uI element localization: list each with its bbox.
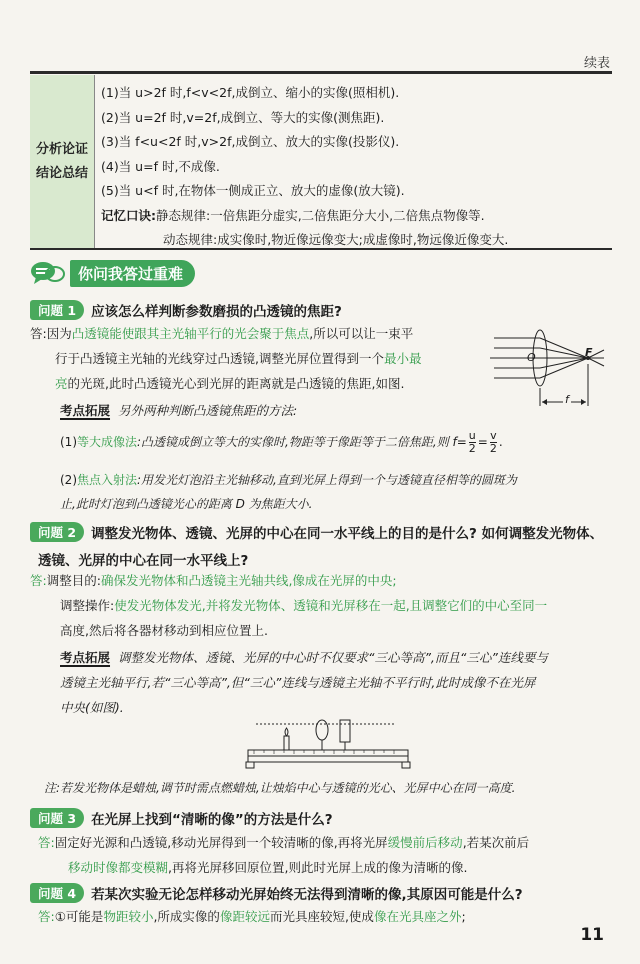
question-3-text: 在光屏上找到“清晰的像”的方法是什么? xyxy=(91,812,333,828)
method-1-text: :凸透镜成倒立等大的实像时,物距等于像距等于二倍焦距,则 f= xyxy=(137,435,467,449)
question-2-tag: 问题 2 xyxy=(30,522,84,542)
summary-row-1: (1)当 u>2f 时,f<v<2f,成倒立、缩小的实像(照相机). xyxy=(101,85,400,100)
summary-row-2: (2)当 u=2f 时,v=2f,成倒立、等大的实像(测焦距). xyxy=(101,109,385,125)
summary-row-5: (5)当 u<f 时,在物体一侧成正立、放大的虚像(放大镜). xyxy=(101,183,405,198)
answer-1-highlight-c: 亮 xyxy=(55,376,68,391)
answer-1 xyxy=(30,321,490,423)
optical-bench-diagram xyxy=(244,714,412,770)
answer-1-line-1 xyxy=(30,321,490,346)
answer-1-text-b: ,所以可以让一束平 xyxy=(309,326,414,341)
answer-2-extension-3: 中央(如图). xyxy=(60,700,124,715)
answer-prefix: 答: xyxy=(38,835,55,850)
method-2-line-2: 止,此时灯泡到凸透镜光心的距离 D 为焦距大小. xyxy=(60,497,313,511)
fraction-u-over-2 xyxy=(469,430,476,455)
answer-prefix: 答: xyxy=(38,909,55,924)
answer-2-extension-1 xyxy=(30,645,620,670)
mnemonic-label: 记忆口诀: xyxy=(101,207,156,223)
focus-label: F xyxy=(585,346,593,359)
answer-1-highlight-a: 凸透镜能使跟其主光轴平行的光会聚于焦点 xyxy=(71,326,310,341)
frac-num: v xyxy=(490,429,497,442)
extension-text: 另外两种判断凸透镜焦距的方法: xyxy=(117,403,298,418)
answer-1-text-c: 行于凸透镜主光轴的光线穿过凸透镜,调整光屏位置得到一个 xyxy=(55,351,384,366)
extension-label: 考点拓展 xyxy=(60,403,111,418)
section-header xyxy=(30,258,195,288)
question-2-text-1: 调整发光物体、透镜、光屏的中心在同一水平线上的目的是什么? 如何调整发光物体、 xyxy=(91,526,604,542)
question-3 xyxy=(30,808,333,828)
method-1-name: 等大成像法 xyxy=(77,435,138,449)
answer-prefix: 答: xyxy=(30,326,47,341)
fraction-v-over-2 xyxy=(490,430,497,455)
question-1 xyxy=(30,300,342,320)
summary-row-4: (4)当 u=f 时,不成像. xyxy=(101,158,220,174)
lens-center-label: O xyxy=(527,351,536,364)
answer-2-operation-1 xyxy=(30,593,620,618)
answer-1-text-a: 因为 xyxy=(46,326,72,341)
question-4-tag: 问题 4 xyxy=(30,883,84,903)
summary-label-cell xyxy=(30,75,95,248)
method-2-label: (2) xyxy=(60,473,77,487)
answer-1-highlight-b: 最小最 xyxy=(383,351,422,366)
purpose-text: 确保发光物体和凸透镜主光轴共线,像成在光屏的中央; xyxy=(100,573,397,588)
question-1-tag: 问题 1 xyxy=(30,300,84,320)
extension-text-1: 调整发光物体、透镜、光屏的中心时不仅要求“三心等高”,而且“三心”连线要与 xyxy=(117,650,548,665)
focal-length-label: f xyxy=(565,393,569,406)
answer-1-text-d: 的光斑,此时凸透镜光心到光屏的距离就是凸透镜的焦距,如图. xyxy=(67,376,405,391)
mnemonic-static: 静态规律:一倍焦距分虚实,二倍焦距分大小,二倍焦点物像等. xyxy=(156,207,485,223)
extension-label: 考点拓展 xyxy=(60,650,111,665)
question-2 xyxy=(30,522,603,542)
frac-den: 2 xyxy=(489,442,497,455)
operation-text-1: 使发光物体发光,并将发光物体、透镜和光屏移在一起,且调整它们的中心至同一 xyxy=(114,598,548,613)
chat-bubbles-icon xyxy=(30,260,66,286)
answer-2-extension-2: 透镜主光轴平行,若“三心等高”,但“三心”连线与透镜主光轴不平行时,此时成像不在光屏 xyxy=(60,675,536,690)
page-number: 11 xyxy=(580,925,604,945)
continued-label: 续表 xyxy=(583,56,610,71)
question-2-text-2: 透镜、光屏的中心在同一水平线上? xyxy=(38,553,249,569)
method-1-label: (1) xyxy=(60,435,77,449)
purpose-label: 调整目的: xyxy=(46,573,101,588)
answer-1-line-2 xyxy=(30,346,490,371)
summary-content xyxy=(95,75,612,248)
question-1-text: 应该怎么样判断参数磨损的凸透镜的焦距? xyxy=(91,304,342,320)
answer-3-text-a: 固定好光源和凸透镜,移动光屏得到一个较清晰的像,再将光屏 xyxy=(54,835,388,850)
answer-3-line-2 xyxy=(38,855,628,880)
method-1 xyxy=(60,430,503,455)
summary-label-line2: 结论总结 xyxy=(35,165,88,181)
frac-den: 2 xyxy=(468,442,476,455)
answer-prefix: 答: xyxy=(30,573,47,588)
question-4 xyxy=(30,883,523,903)
answer-3-highlight-b: 移动时像都变模糊 xyxy=(68,860,169,875)
note-2: 注:若发光物体是蜡烛,调节时需点燃蜡烛,让烛焰中心与透镜的光心、光屏中心在同一高度. xyxy=(44,781,516,795)
equals-sign: = xyxy=(477,435,488,449)
method-2-name: 焦点入射法 xyxy=(77,473,138,487)
answer-4-text-b: ,所成实像的 xyxy=(153,909,220,924)
method-2 xyxy=(60,468,620,516)
table-top-rule xyxy=(30,71,612,74)
summary-row-3: (3)当 f<u<2f 时,v>2f,成倒立、放大的实像(投影仪). xyxy=(101,134,400,149)
answer-3-line-1 xyxy=(38,830,628,855)
summary-table xyxy=(30,75,612,250)
answer-1-line-3 xyxy=(30,371,490,396)
question-3-tag: 问题 3 xyxy=(30,808,84,828)
answer-3-text-b: ,若某次前后 xyxy=(462,835,530,850)
answer-4-end: ; xyxy=(461,909,466,924)
section-title: 你问我答过重难 xyxy=(70,260,195,287)
operation-label: 调整操作: xyxy=(60,598,115,613)
question-4-text: 若某次实验无论怎样移动光屏始终无法得到清晰的像,其原因可能是什么? xyxy=(91,887,523,903)
answer-4-highlight-b: 像距较远 xyxy=(219,909,270,924)
answer-1-extension xyxy=(30,398,490,423)
answer-4-text-a: ①可能是 xyxy=(54,909,104,924)
answer-4-highlight-a: 物距较小 xyxy=(103,909,154,924)
method-2-text-1: :用发光灯泡沿主光轴移动,直到光屏上得到一个与透镜直径相等的圆斑为 xyxy=(137,473,517,487)
frac-num: u xyxy=(468,429,476,442)
answer-3-highlight-a: 缓慢前后移动 xyxy=(387,835,463,850)
answer-3 xyxy=(38,830,628,880)
answer-4-text-c: 而光具座较短,使成 xyxy=(269,909,374,924)
method-1-end: . xyxy=(498,435,503,449)
answer-4-highlight-c: 像在光具座之外 xyxy=(373,909,462,924)
mnemonic-row-1 xyxy=(101,204,612,229)
summary-label-line1: 分析论证 xyxy=(35,141,88,157)
mnemonic-row-2: 动态规律:成实像时,物近像远像变大;成虚像时,物远像近像变大. xyxy=(163,232,509,247)
answer-3-text-c: ,再将光屏移回原位置,则此时光屏上成的像为清晰的像. xyxy=(168,860,468,875)
answer-2-purpose xyxy=(30,568,620,593)
answer-2 xyxy=(30,568,620,720)
answer-4 xyxy=(38,904,466,929)
method-2-line-1 xyxy=(60,468,620,492)
lens-focus-diagram xyxy=(488,324,606,410)
answer-2-operation-2: 高度,然后将各器材移动到相应位置上. xyxy=(60,623,268,638)
